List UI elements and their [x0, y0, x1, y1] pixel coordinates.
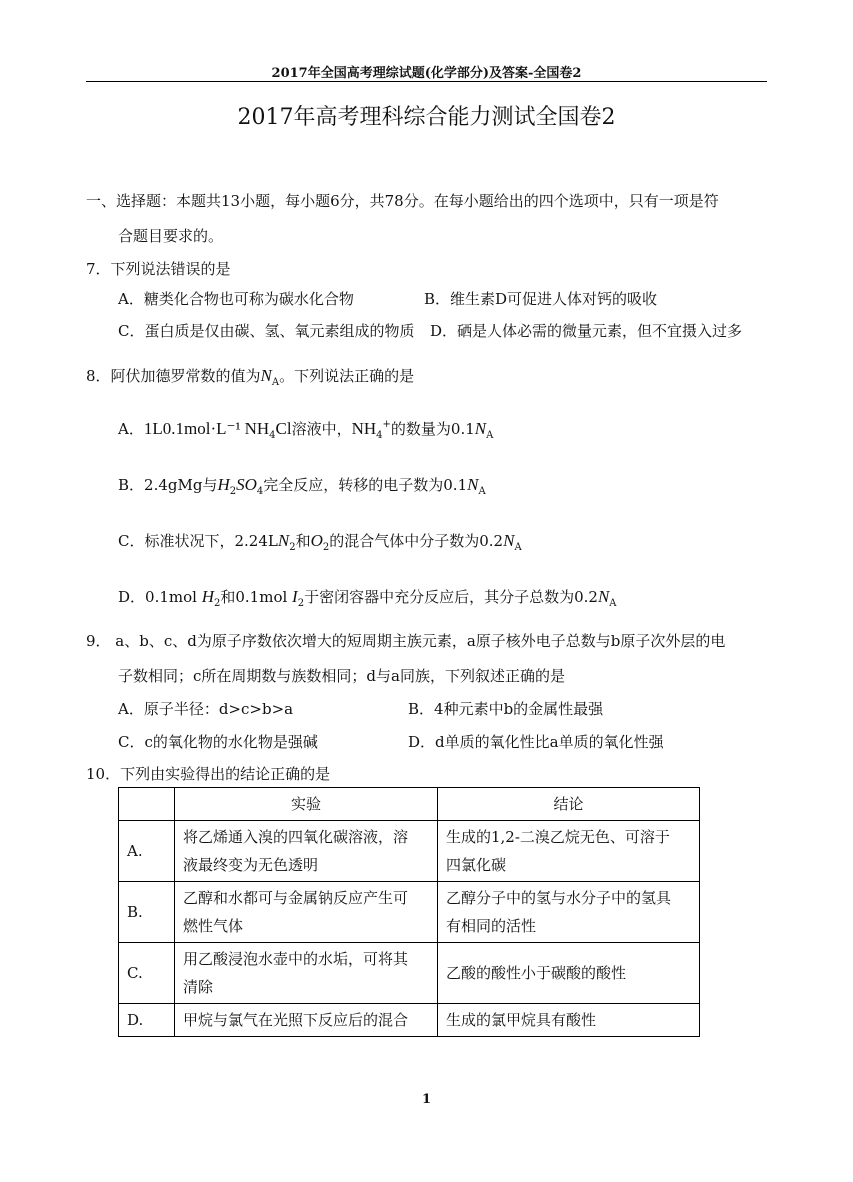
option-text: 于密闭容器中充分反应后，其分子总数为0.2: [304, 588, 598, 606]
na-symbol: N: [597, 587, 610, 606]
na-subscript: A: [609, 598, 617, 609]
page-title: 2017年高考理科综合能力测试全国卷2: [237, 105, 616, 130]
cell-line: 将乙烯通入溴的四氧化碳溶液，溶: [183, 828, 409, 846]
na-symbol: N: [467, 475, 479, 494]
cell-line: 液最终变为无色透明: [183, 856, 319, 874]
q8-option-d: [118, 586, 617, 609]
q9-stem-line2: 子数相同；c所在周期数与族数相同；d与a同族，下列叙述正确的是: [118, 667, 565, 685]
section-intro-line1: 一、选择题：本题共13小题，每小题6分，共78分。在每小题给出的四个选项中，只有一项是符: [86, 192, 719, 210]
q7-option-a: A．糖类化合物也可称为碳水化合物: [118, 290, 354, 308]
q9-option-d: D．d单质的氧化性比a单质的氧化性强: [408, 733, 664, 751]
q8-option-a: [118, 418, 493, 441]
experiment-table: [118, 787, 700, 1037]
formula-sub: 2: [297, 598, 305, 609]
formula-so: SO: [236, 475, 257, 494]
table-row: [119, 943, 700, 1004]
option-text: 的混合气体中分子数为0.2: [329, 532, 504, 550]
concentration-unit: ·L⁻¹: [210, 419, 241, 438]
na-subscript: A: [478, 486, 486, 497]
q7-option-d: D．硒是人体必需的微量元素，但不宜摄入过多: [430, 322, 743, 340]
formula-sub: 2: [213, 598, 221, 609]
cell-line: 乙醇分子中的氢与水分子中的氢具: [446, 889, 672, 907]
cell-line: 清除: [183, 978, 214, 996]
header-rule: [86, 81, 767, 82]
option-text: 的数量为0.1: [390, 420, 475, 438]
formula-sup: +: [382, 419, 391, 430]
q8-option-b: [118, 474, 486, 497]
row-option: C.: [119, 943, 175, 1004]
q9-option-b: B．4种元素中b的金属性最强: [408, 700, 604, 718]
formula-nh4-ion: NH: [351, 419, 377, 438]
row-conclusion: 生成的氯甲烷具有酸性: [438, 1004, 700, 1037]
row-conclusion: [438, 821, 700, 882]
running-header: 2017年全国高考理综试题(化学部分)及答案-全国卷2: [271, 66, 582, 81]
table-header-row: [119, 788, 700, 821]
option-text: 溶液中，: [291, 420, 352, 438]
row-experiment: [175, 943, 438, 1004]
q9-option-a: A．原子半径：d>c>b>a: [118, 700, 294, 718]
formula-n: N: [277, 531, 290, 550]
formula-nh4cl: NH: [244, 419, 270, 438]
row-experiment: [175, 821, 438, 882]
cell-line: 乙醇和水都可与金属钠反应产生可: [183, 889, 409, 907]
page-number: 1: [421, 1092, 432, 1107]
concentration-value: 1L0.1mol: [143, 419, 211, 438]
row-option: D.: [119, 1004, 175, 1037]
option-text: C．标准状况下，2.24L: [118, 532, 278, 550]
na-symbol: N: [503, 531, 515, 550]
q7-option-c: C．蛋白质是仅由碳、氢、氧元素组成的物质: [118, 322, 415, 340]
header-cell-option: [119, 788, 175, 821]
header-cell-conclusion: 结论: [438, 788, 700, 821]
q8-stem-post: 。下列说法正确的是: [279, 367, 415, 385]
q8-stem: [86, 365, 414, 388]
cell-line: 燃性气体: [183, 917, 244, 935]
formula-o: O: [310, 531, 323, 550]
option-text: 完全反应，转移的电子数为0.1: [263, 476, 468, 494]
na-subscript: A: [486, 430, 494, 441]
formula-h: H: [201, 587, 214, 606]
row-experiment: 甲烷与氯气在光照下反应后的混合: [175, 1004, 438, 1037]
row-conclusion: 乙酸的酸性小于碳酸的酸性: [438, 943, 700, 1004]
formula-sub: 4: [269, 430, 276, 441]
q7-stem: 7．下列说法错误的是: [86, 260, 231, 278]
formula-sub: 4: [376, 430, 383, 441]
option-text: 和0.1mol: [220, 588, 293, 606]
table-row: [119, 1004, 700, 1037]
option-text: D．0.1mol: [118, 588, 202, 606]
cell-line: 有相同的活性: [446, 917, 537, 935]
section-intro-line2: 合题目要求的。: [118, 227, 224, 245]
header-cell-experiment: 实验: [175, 788, 438, 821]
option-label: A．: [118, 420, 144, 438]
q8-option-c: [118, 530, 522, 553]
na-symbol: N: [474, 419, 487, 438]
q7-option-b: B．维生素D可促进人体对钙的吸收: [424, 290, 658, 308]
q10-stem: 10．下列由实验得出的结论正确的是: [86, 765, 331, 783]
formula-sub: 2: [229, 486, 237, 497]
option-text: B．2.4gMg与: [118, 476, 218, 494]
cell-line: 四氯化碳: [446, 856, 507, 874]
row-option: B.: [119, 882, 175, 943]
formula-sub: 4: [256, 486, 264, 497]
row-conclusion: [438, 882, 700, 943]
formula-sub: 2: [289, 542, 296, 553]
q8-stem-pre: 8．阿伏加德罗常数的值为: [86, 367, 261, 385]
row-experiment: [175, 882, 438, 943]
table-row: [119, 882, 700, 943]
formula-tail: Cl: [275, 419, 292, 438]
formula-i: I: [292, 587, 298, 606]
formula-h: H: [217, 475, 230, 494]
na-subscript: A: [514, 542, 522, 553]
na-subscript: A: [271, 377, 280, 388]
cell-line: 生成的1,2-二溴乙烷无色、可溶于: [446, 828, 670, 846]
na-symbol: N: [260, 366, 272, 385]
q9-stem-line1: 9． a、b、c、d为原子序数依次增大的短周期主族元素，a原子核外电子总数与b原子次外层的电: [86, 632, 726, 650]
formula-sub: 2: [322, 542, 330, 553]
q9-option-c: C．c的氧化物的水化物是强碱: [118, 733, 318, 751]
table-row: [119, 821, 700, 882]
row-option: A.: [119, 821, 175, 882]
option-text: 和: [295, 532, 311, 550]
cell-line: 用乙酸浸泡水壶中的水垢，可将其: [183, 950, 409, 968]
